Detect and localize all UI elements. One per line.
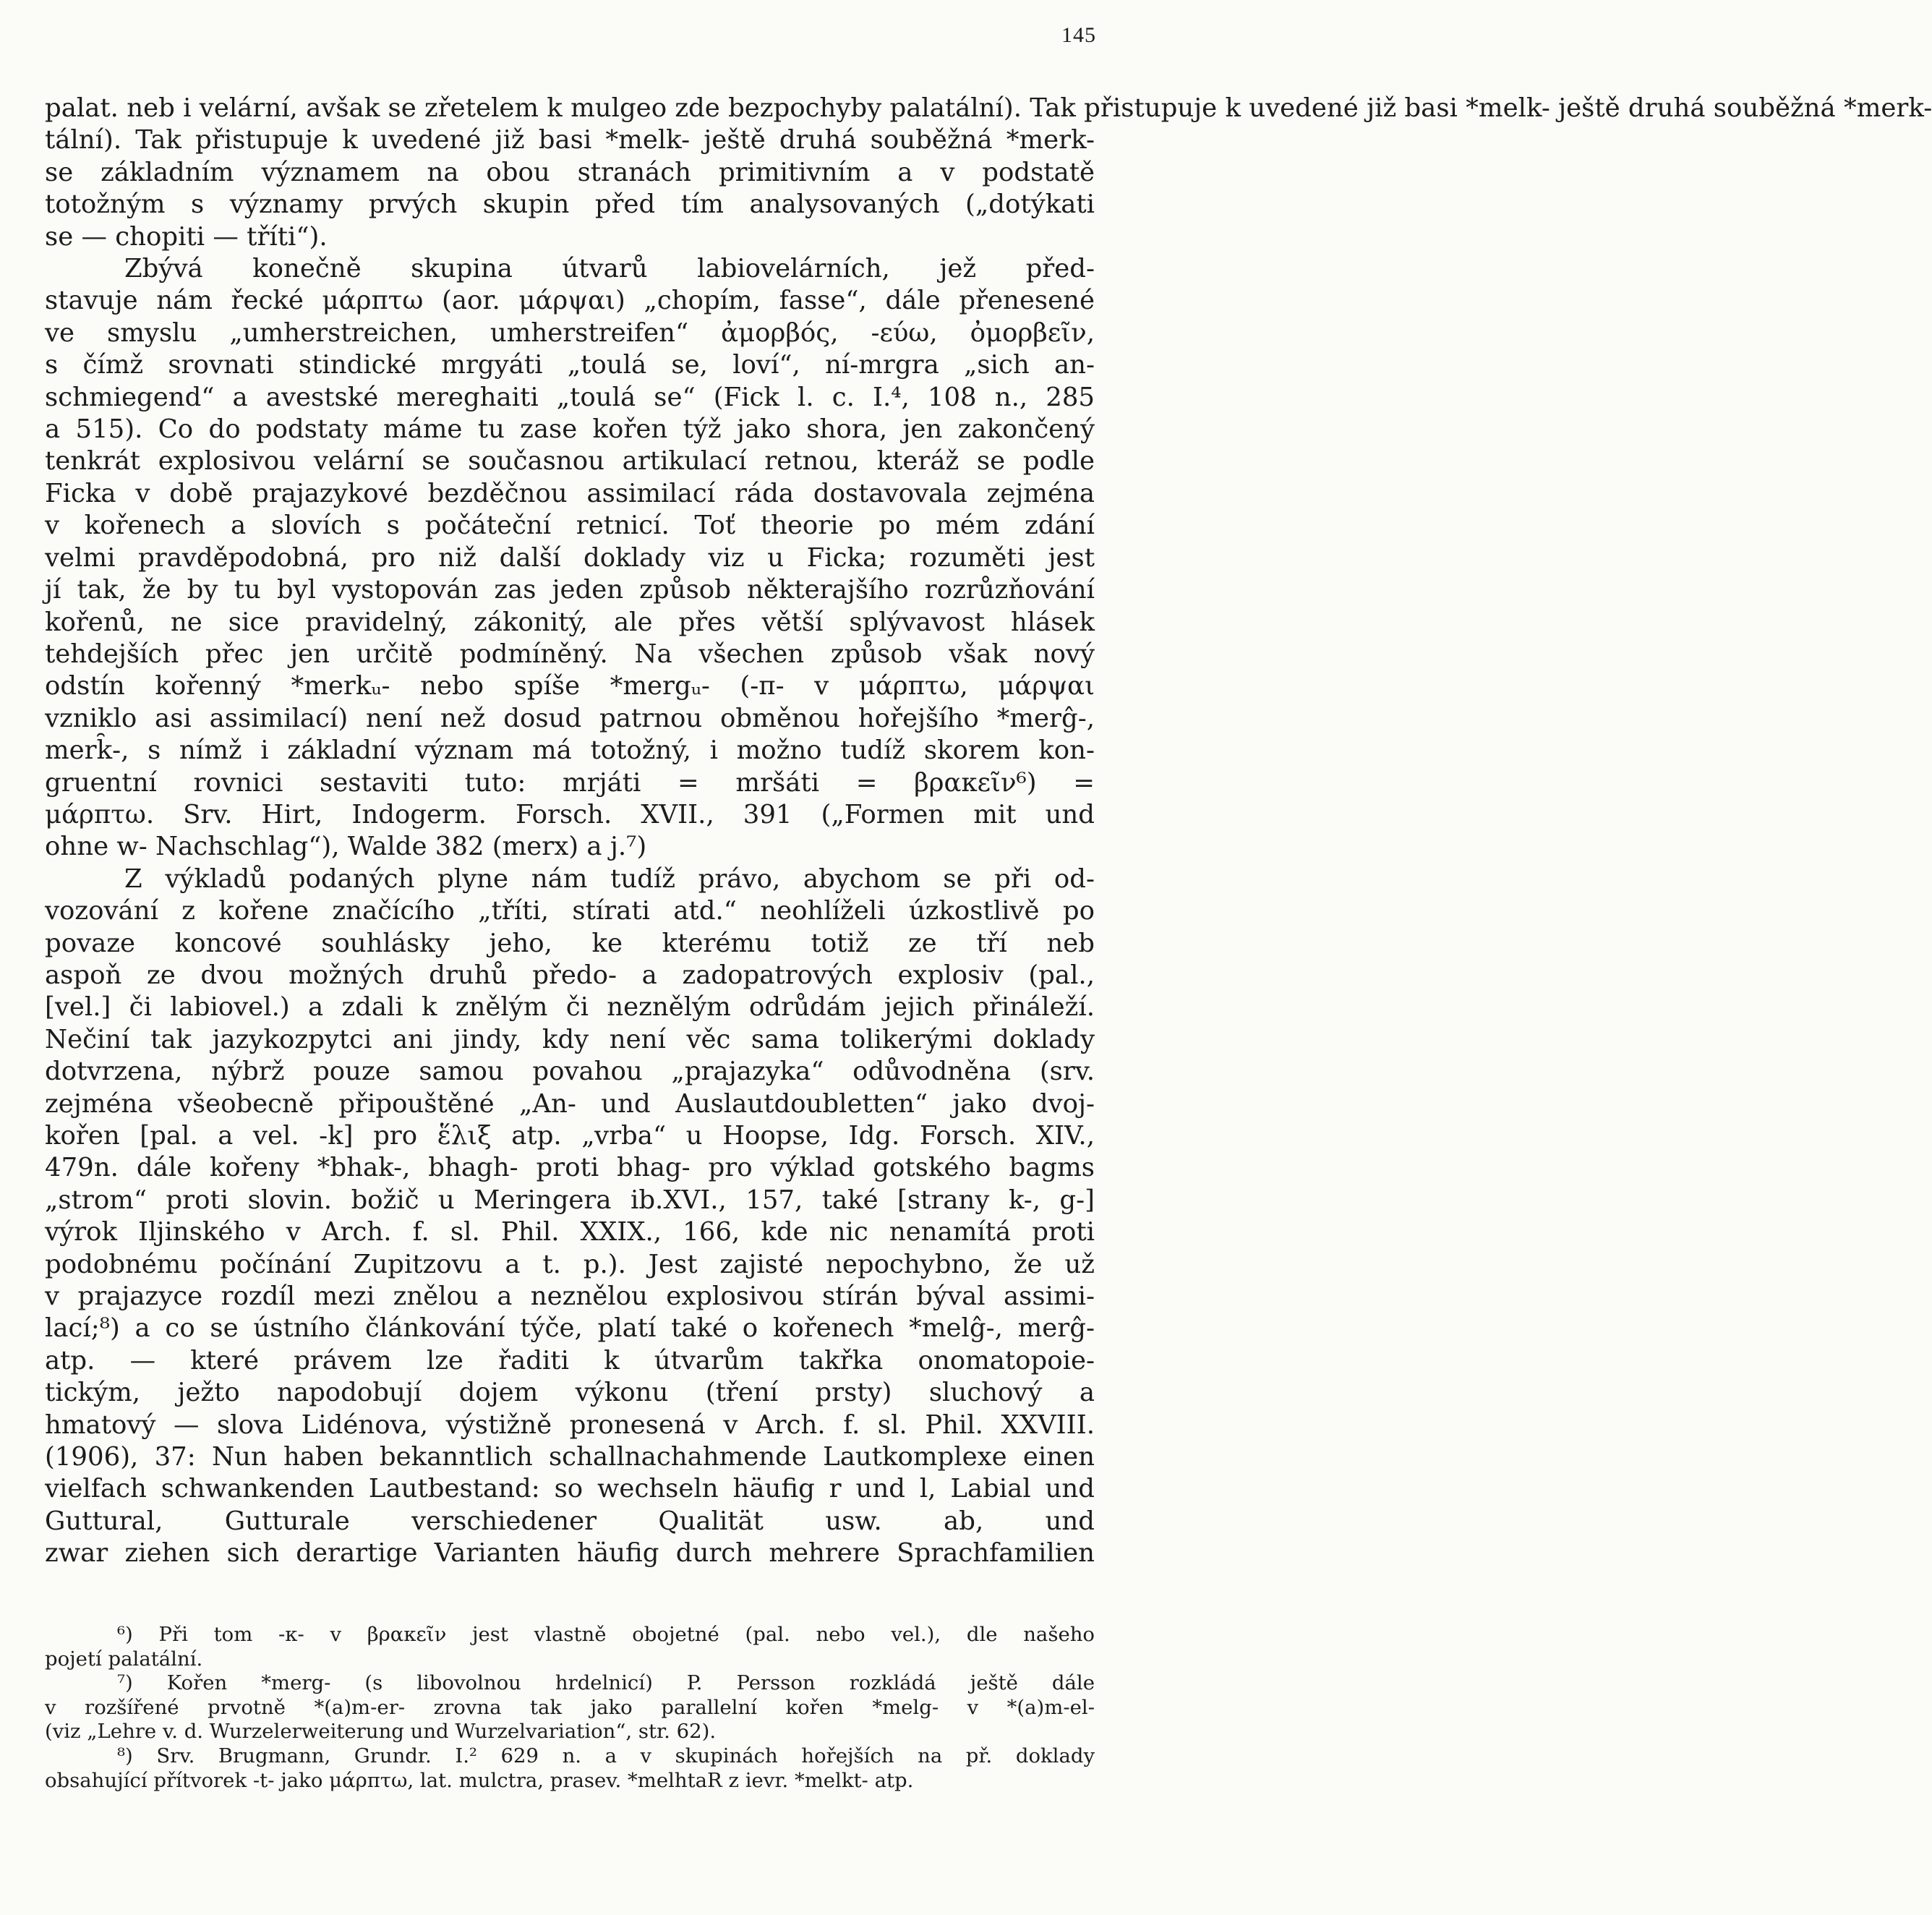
footnote-line: ⁷) Kořen *merg- (s libovolnou hrdelnicí) P. Persson rozkládá ještě dále	[117, 1671, 1095, 1695]
text-line: atp. — které právem lze řaditi k útvarům takřka onomatopoie-	[45, 1345, 1095, 1376]
text-line: povaze koncové souhlásky jeho, ke kterému totiž ze tří neb	[45, 928, 1095, 958]
text-line: a 515). Co do podstaty máme tu zase kořen týž jako shora, jen zakončený	[45, 414, 1095, 445]
text-line: tální). Tak přistupuje k uvedené již basi *melk- ještě druhá souběžná *merk-	[45, 125, 1095, 155]
text-line: jí tak, že by tu byl vystopován zas jeden způsob některajšího rozrůzňování	[45, 575, 1095, 605]
text-line: podobnému počínání Zupitzovu a t. p.). Jest zajisté nepochybno, že už	[45, 1249, 1095, 1279]
text-line: tickým, ježto napodobují dojem výkonu (tření prsty) sluchový a	[45, 1378, 1095, 1408]
text-line: kořen [pal. a vel. -k] pro ἕλιξ atp. „vrba“ u Hoopse, Idg. Forsch. XIV.,	[45, 1121, 1095, 1151]
text-line: (1906), 37: Nun haben bekanntlich schallnachahmende Lautkomplexe einen	[45, 1442, 1095, 1472]
text-line: aspoň ze dvou možných druhů předo- a zadopatrových explosiv (pal.,	[45, 960, 1095, 990]
text-line: 479n. dále kořeny *bhak-, bhagh- proti bhag- pro výklad gotského bagms	[45, 1153, 1095, 1183]
footnote-line: v rozšířené prvotně *(a)m-er- zrovna tak jako parallelní kořen *melg- v *(a)m-el-	[45, 1695, 1095, 1719]
text-line: merk̑-, s nímž i základní význam má totožný, i možno tudíž skorem kon-	[45, 735, 1095, 766]
text-line: ohne w- Nachschlag“), Walde 382 (merx) a j.⁷)	[45, 832, 647, 862]
text-line: tehdejších přec jen určitě podmíněný. Na všechen způsob však nový	[45, 639, 1095, 669]
text-line: palat. neb i velární, avšak se zřetelem k mulgeo zde bezpochyby palatální). Tak přistupuje k uvedené již basi *melk- ještě druhá souběžná *merk-	[45, 93, 1932, 123]
text-line: [vel.] či labiovel.) a zdali k znělým či neznělým odrůdám jejich přináleží.	[45, 992, 1095, 1023]
text-line: μάρπτω. Srv. Hirt, Indogerm. Forsch. XVII., 391 („Formen mit und	[45, 799, 1095, 829]
text-line: odstín kořenný *merkᵤ- nebo spíše *mergᵤ- (-π- v μάρπτω, μάρψαι	[45, 671, 1095, 701]
text-line: tenkrát explosivou velární se současnou artikulací retnou, kteráž se podle	[45, 446, 1095, 477]
text-line: v kořenech a slovích s počáteční retnicí. Toť theorie po mém zdání	[45, 511, 1095, 541]
footnote-line: obsahující přítvorek -t- jako μάρπτω, lat. mulctra, prasev. *melhtaR z ievr. *melkt- atp.	[45, 1768, 914, 1792]
text-line: vielfach schwankenden Lautbestand: so wechseln häufig r und l, Labial und	[45, 1474, 1095, 1504]
text-line: vozování z kořene značícího „tříti, stírati atd.“ neohlíželi úzkostlivě po	[45, 896, 1095, 926]
text-line: hmatový — slova Lidénova, výstižně pronesená v Arch. f. sl. Phil. XXVIII.	[45, 1409, 1095, 1440]
text-line: výrok Iljinského v Arch. f. sl. Phil. XXIX., 166, kde nic nenamítá proti	[45, 1217, 1095, 1247]
text-line: totožným s významy prvých skupin před tím analysovaných („dotýkati	[45, 189, 1095, 220]
text-line: s čímž srovnati stindické mrgyáti „toulá se, loví“, ní-mrgra „sich an-	[45, 350, 1095, 380]
text-line: Ficka v době prajazykové bezděčnou assimilací ráda dostavovala zejména	[45, 478, 1095, 508]
text-line: lací;⁸) a co se ústního článkování týče, platí také o kořenech *melĝ-, merĝ-	[45, 1313, 1095, 1344]
main-text	[45, 93, 1932, 1570]
footnote-line: ⁶) Při tom -κ- v βρακεῖν jest vlastně obojetné (pal. nebo vel.), dle našeho	[117, 1623, 1095, 1646]
text-line: zejména všeobecně připouštěné „An- und Auslautdoubletten“ jako dvoj-	[45, 1088, 1095, 1119]
text-line: „strom“ proti slovin. božič u Meringera ib.XVI., 157, také [strany k-, g-]	[45, 1185, 1095, 1215]
text-line: se — chopiti — tříti“).	[45, 221, 328, 252]
footnote-line: (viz „Lehre v. d. Wurzelerweiterung und Wurzelvariation“, str. 62).	[45, 1720, 717, 1744]
text-line: zwar ziehen sich derartige Varianten häufig durch mehrere Sprachfamilien	[45, 1538, 1095, 1569]
text-line: Zbývá konečně skupina útvarů labiovelárních, jež před-	[124, 254, 1095, 284]
text-line: stavuje nám řecké μάρπτω (aor. μάρψαι) „chopím, fasse“, dále přenesené	[45, 286, 1095, 316]
text-line: velmi pravděpodobná, pro niž další doklady viz u Ficka; rozuměti jest	[45, 542, 1095, 573]
text-line: ve smyslu „umherstreichen, umherstreifen“ ἀμορβός, -εύω, ὀμορβεῖν,	[45, 317, 1095, 348]
page-number: 145	[1061, 23, 1096, 47]
text-line: schmiegend“ a avestské mereghaiti „toulá se“ (Fick l. c. I.⁴, 108 n., 285	[45, 382, 1095, 412]
text-line: se základním významem na obou stranách primitivním a v podstatě	[45, 157, 1095, 187]
text-line: v prajazyce rozdíl mezi znělou a neznělou explosivou stírán býval assimi-	[45, 1281, 1095, 1312]
text-line: Guttural, Gutturale verschiedener Qualität usw. ab, und	[45, 1506, 1095, 1536]
text-line: Z výkladů podaných plyne nám tudíž právo, abychom se při od-	[124, 863, 1095, 894]
footnotes	[45, 1623, 1095, 1793]
footnote-line: ⁸) Srv. Brugmann, Grundr. I.² 629 n. a v skupinách hořejších na př. doklady	[117, 1744, 1095, 1767]
text-line: gruentní rovnici sestaviti tuto: mrjáti = mršáti = βρακεῖν⁶) =	[45, 767, 1095, 798]
text-line: Nečiní tak jazykozpytci ani jindy, kdy není věc sama tolikerými doklady	[45, 1024, 1095, 1054]
text-line: kořenů, ne sice pravidelný, zákonitý, ale přes větší splývavost hlásek	[45, 607, 1095, 637]
footnote-line: pojetí palatální.	[45, 1647, 203, 1671]
text-line: dotvrzena, nýbrž pouze samou povahou „prajazyka“ odůvodněna (srv.	[45, 1057, 1095, 1087]
text-line: vzniklo asi assimilací) není než dosud patrnou obměnou hořejšího *merĝ-,	[45, 703, 1095, 733]
